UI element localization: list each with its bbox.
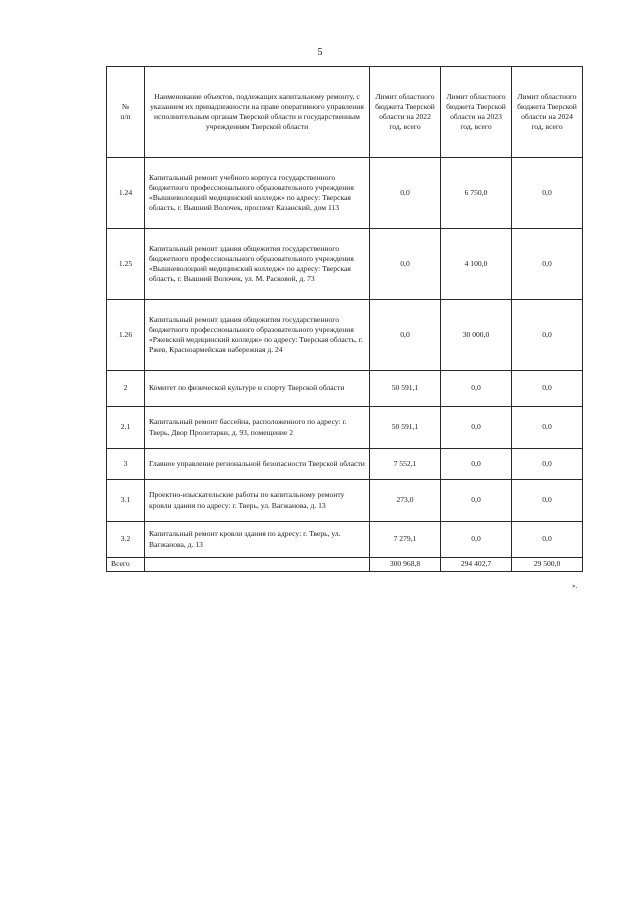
row-limit-2023: 0,0 [441,522,512,558]
row-limit-2024: 0,0 [512,158,583,229]
row-limit-2022: 0,0 [370,229,441,300]
row-limit-2024: 0,0 [512,229,583,300]
row-num: 1.25 [107,229,145,300]
budget-limits-table [106,66,583,572]
row-limit-2024: 0,0 [512,522,583,558]
row-object-name: Капитальный ремонт здания общежития государственного бюджетного профессионального образовательного учреждения «Ржевский медицинский колледж» по адресу: Тверская область, г. Ржев, Красноармейская набережная д. 24 [145,300,370,371]
row-object-name: Капитальный ремонт здания общежития государственного бюджетного профессионального образовательного учреждения «Вышневолоцкий медицинский колледж» по адресу: Тверская область, г. Вышний Волочек, ул. М. Расковой, д. 73 [145,229,370,300]
page-number: 5 [317,47,323,58]
row-limit-2024: 0,0 [512,300,583,371]
row-limit-2023: 0,0 [441,480,512,522]
row-object-name: Капитальный ремонт кровли здания по адресу: г. Тверь, ул. Вагжанова, д. 13 [145,522,370,558]
row-object-name: Капитальный ремонт бассейна, расположенного по адресу: г. Тверь, Двор Пролетарки, д. 93, помещение 2 [145,407,370,449]
row-limit-2022: 7 552,1 [370,449,441,480]
table-row [107,407,583,449]
header-limit-2024: Лимит областного бюджета Тверской области на 2024 год, всего [512,67,583,158]
row-limit-2023: 6 750,0 [441,158,512,229]
row-num: 1.26 [107,300,145,371]
total-label: Всего [107,558,145,572]
closing-quote-mark: ». [572,582,578,590]
row-limit-2024: 0,0 [512,407,583,449]
row-limit-2023: 30 000,0 [441,300,512,371]
row-num: 2 [107,371,145,407]
total-limit-2024: 29 500,0 [512,558,583,572]
header-num-label: № п/п [120,101,131,121]
header-limit-2022: Лимит областного бюджета Тверской области на 2022 год, всего [370,67,441,158]
total-blank-cell [145,558,370,572]
table-row [107,158,583,229]
table-row [107,449,583,480]
row-num: 3.2 [107,522,145,558]
row-object-name: Главное управление региональной безопасности Тверской области [145,449,370,480]
row-num: 2.1 [107,407,145,449]
row-limit-2023: 0,0 [441,407,512,449]
row-num: 1.24 [107,158,145,229]
header-num [107,67,145,158]
row-object-name: Проектно-изыскательские работы по капитальному ремонту кровли здания по адресу: г. Тверь, ул. Вагжанова, д. 13 [145,480,370,522]
row-limit-2024: 0,0 [512,371,583,407]
total-limit-2022: 300 968,8 [370,558,441,572]
row-limit-2022: 50 591,1 [370,371,441,407]
table-row [107,229,583,300]
header-object-name: Наименование объектов, подлежащих капитальному ремонту, с указанием их принадлежности на праве оперативного управления исполнительным органам Тверской области и государственным учреждениям Тверской области [145,67,370,158]
row-num: 3 [107,449,145,480]
row-limit-2024: 0,0 [512,480,583,522]
row-limit-2022: 7 279,1 [370,522,441,558]
row-num: 3.1 [107,480,145,522]
table-row [107,522,583,558]
row-object-name: Капитальный ремонт учебного корпуса государственного бюджетного профессионального образовательного учреждения «Вышневолоцкий медицинский колледж» по адресу: Тверская область, г. Вышний Волочек, проспект Казанский, дом 113 [145,158,370,229]
table-row [107,300,583,371]
row-limit-2023: 0,0 [441,371,512,407]
row-limit-2022: 0,0 [370,300,441,371]
row-limit-2023: 0,0 [441,449,512,480]
table-row [107,480,583,522]
row-limit-2024: 0,0 [512,449,583,480]
total-limit-2023: 294 402,7 [441,558,512,572]
table-header-row [107,67,583,158]
table-row [107,371,583,407]
row-object-name: Комитет по физической культуре и спорту Тверской области [145,371,370,407]
total-row [107,558,583,572]
header-limit-2023: Лимит областного бюджета Тверской области на 2023 год, всего [441,67,512,158]
row-limit-2022: 273,0 [370,480,441,522]
row-limit-2022: 0,0 [370,158,441,229]
row-limit-2022: 50 591,1 [370,407,441,449]
row-limit-2023: 4 100,0 [441,229,512,300]
